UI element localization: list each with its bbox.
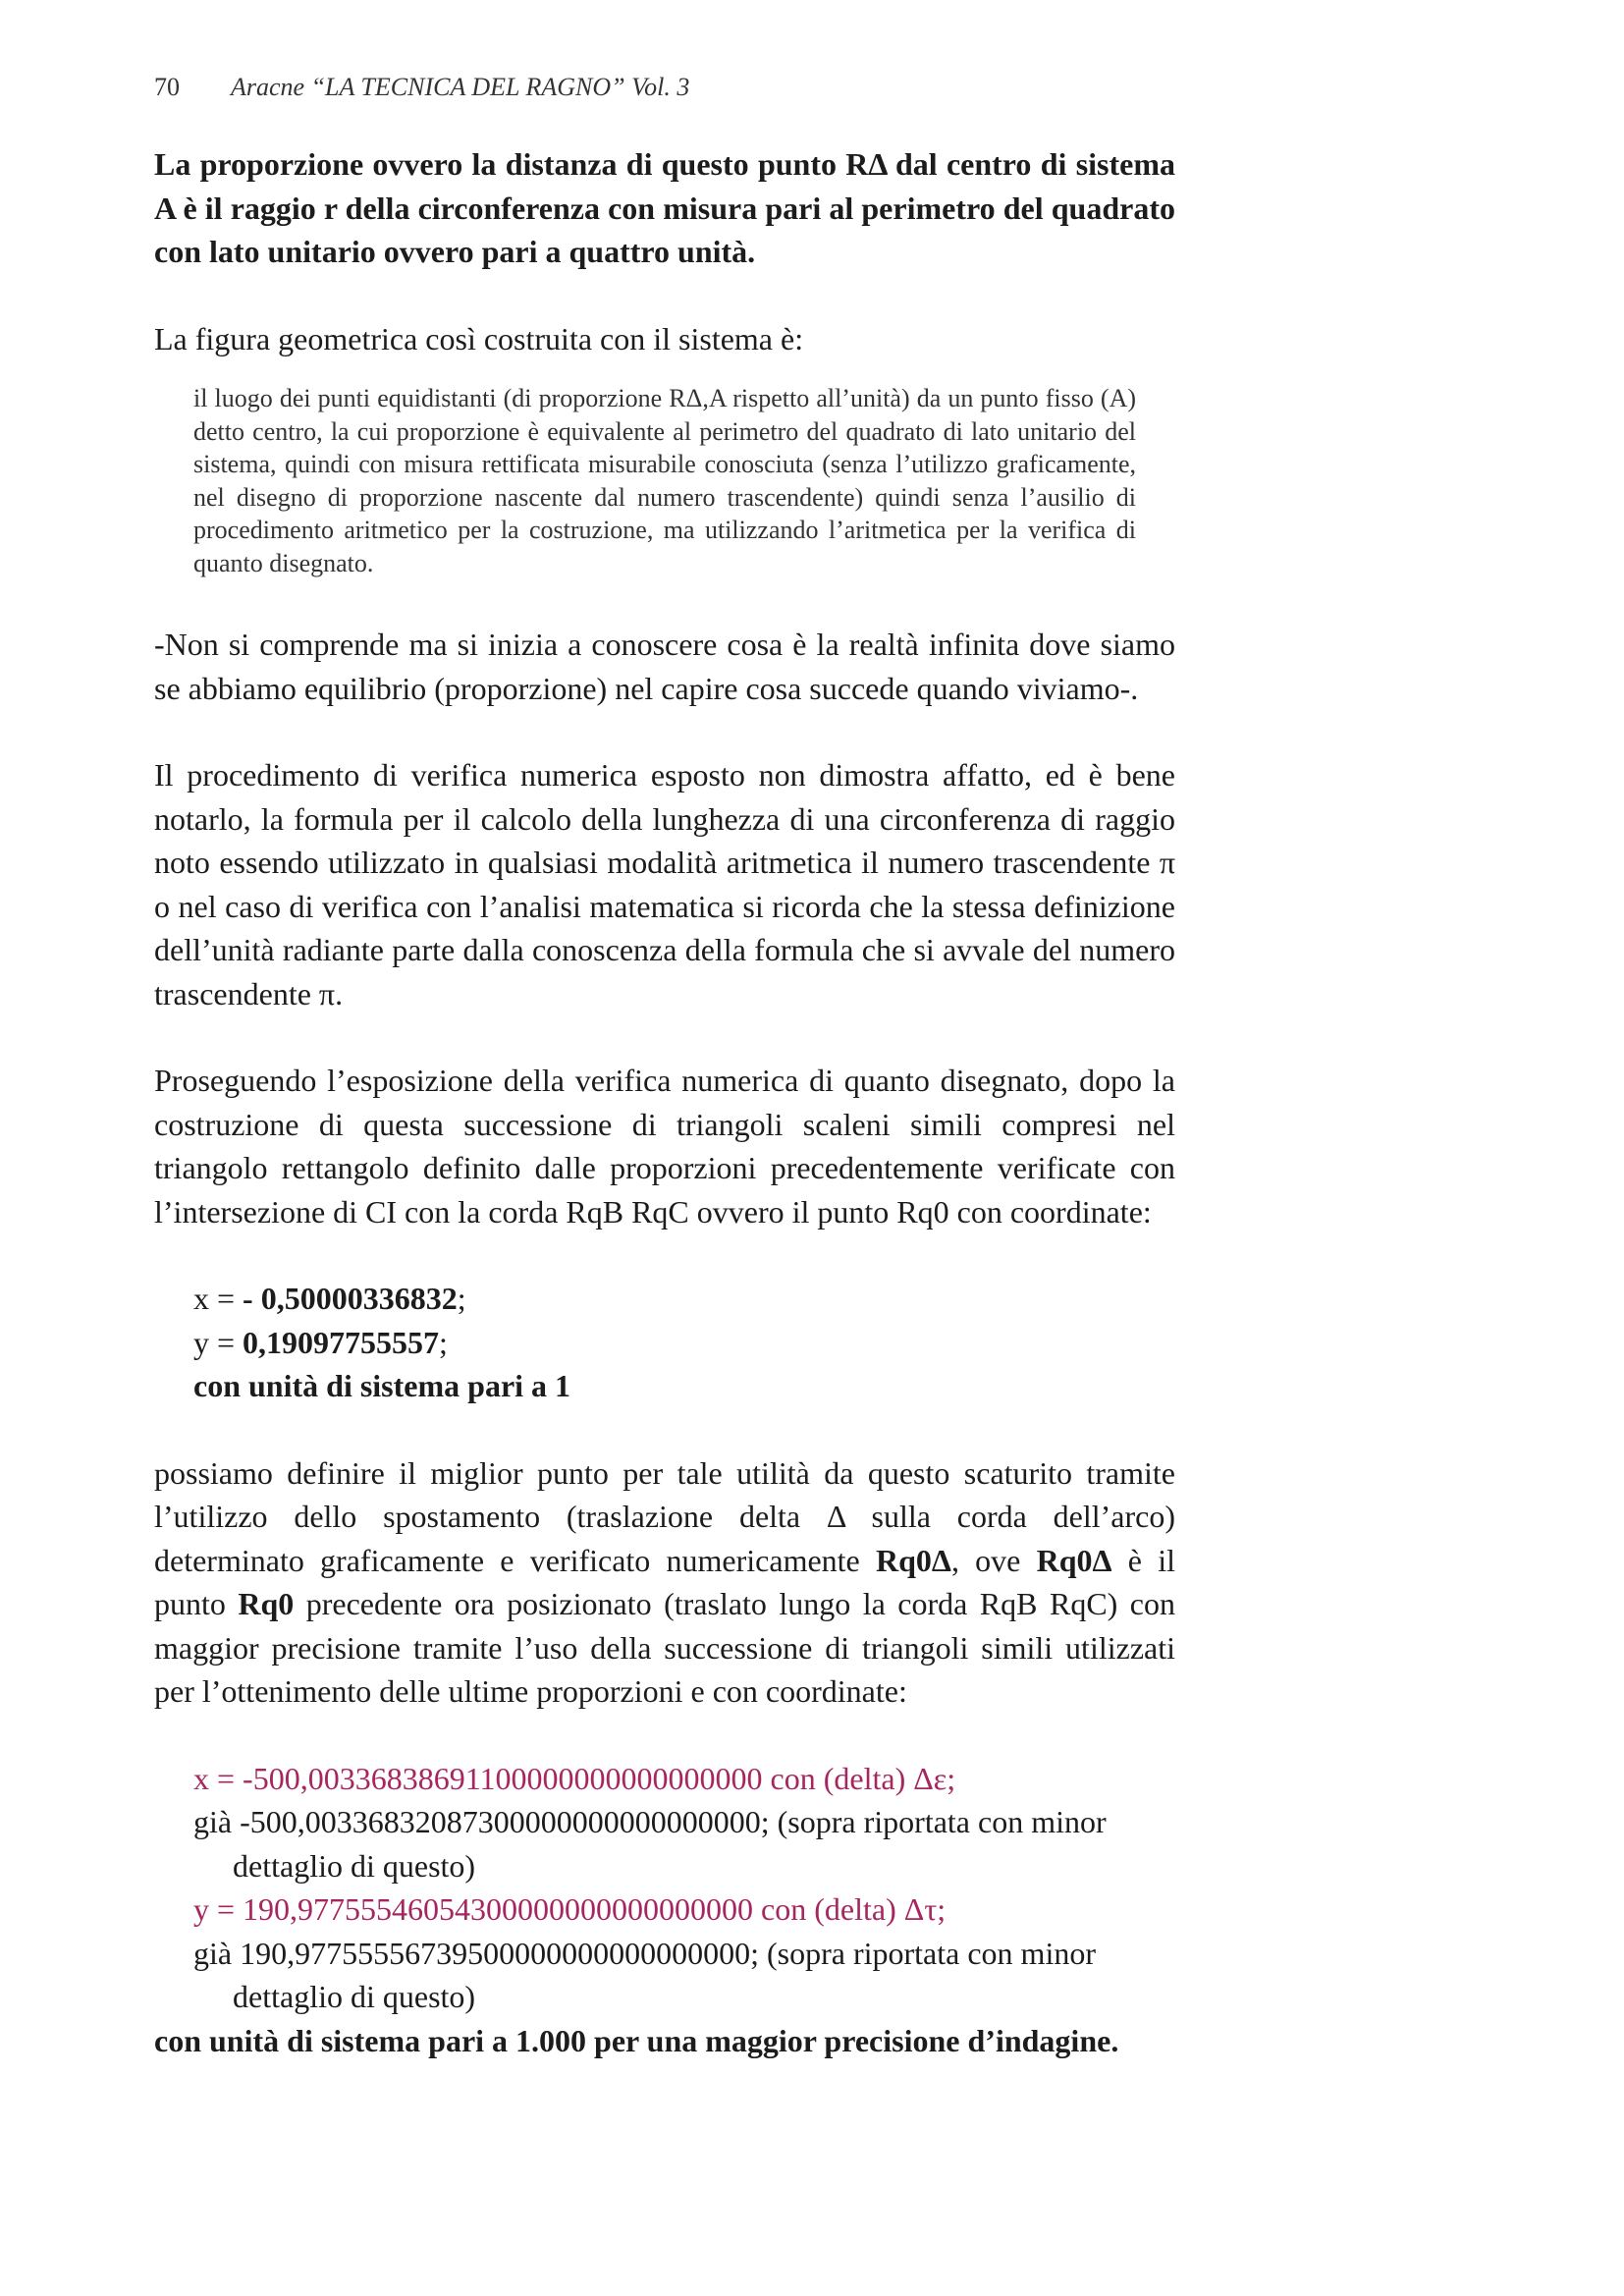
paragraph-continuation: Proseguendo l’esposizione della verifica numerica di quanto disegnato, dopo la costruzione di questa successione di triangoli scaleni simili compresi nel triangolo rettangolo definito dalle proporzioni precedentemente verificate con l’intersezione di CI con la corda RqB RqC ovvero il punto Rq0 con coordinate: — [154, 1063, 1175, 1230]
coordinates-block-unit — [193, 1277, 1175, 1408]
page-body — [154, 142, 1175, 2062]
coordinate-y-value: 0,19097755557 — [243, 1324, 440, 1360]
previous-y-value: già 190,97755556739500000000000000000; (sopra riportata con minor — [193, 1935, 1096, 1971]
precise-y-value: y = 190,97755546054300000000000000000 con (delta) Δτ; — [193, 1891, 947, 1927]
closing-note: con unità di sistema pari a 1.000 per una maggior precisione d’indagine. — [154, 2022, 1119, 2058]
coordinates-block-precise — [193, 1757, 1175, 2019]
page-number: 70 — [154, 73, 180, 101]
definition-quote: il luogo dei punti equidistanti (di proporzione RΔ,A rispetto all’unità) da un punto fisso (A) detto centro, la cui proporzione è equivalente al perimetro del quadrato di lato unitario del sistema, quindi con misura rettificata misurabile conosciuta (senza l’utilizzo graficamente, nel disegno di proporzione nascente dal numero trascendente) quindi senza l’ausilio di procedimento aritmetico per la costruzione, ma utilizzando l’aritmetica per la verifica di quanto disegnato. — [193, 384, 1136, 577]
paragraph-reality: -Non si comprende ma si inizia a conoscere cosa è la realtà infinita dove siamo se abbiamo equilibrio (proporzione) nel capire cosa succede quando viviamo-. — [154, 627, 1175, 706]
point-label: Rq0Δ — [1036, 1542, 1112, 1578]
running-header — [154, 73, 689, 102]
coordinate-y: y = 0,19097755557; — [193, 1324, 448, 1360]
intro-paragraph: La proporzione ovvero la distanza di questo punto RΔ dal centro di sistema A è il raggio r della circonferenza con misura pari al perimetro del quadrato con lato unitario ovvero pari a quattro unità. — [154, 146, 1175, 269]
paragraph-verification: Il procedimento di verifica numerica esposto non dimostra affatto, ed è bene notarlo, la formula per il calcolo della lunghezza di una circonferenza di raggio noto essendo utilizzato in qualsiasi modalità aritmetica il numero trascendente π o nel caso di verifica con l’analisi matematica si ricorda che la stessa definizione dell’unità radiante parte dalla conoscenza della formula che si avvale del numero trascendente π. — [154, 757, 1175, 1011]
coordinate-x-value: - 0,50000336832 — [243, 1281, 458, 1316]
lead-sentence: La figura geometrica così costruita con il sistema è: — [154, 320, 804, 356]
running-title: Aracne “LA TECNICA DEL RAGNO” Vol. 3 — [231, 73, 690, 101]
unit-note: con unità di sistema pari a 1 — [193, 1368, 571, 1403]
previous-x-note: dettaglio di questo) — [233, 1847, 476, 1884]
previous-y-note: dettaglio di questo) — [233, 1979, 476, 2014]
previous-x-value: già -500,00336832087300000000000000000; (sopra riportata con minor — [193, 1804, 1107, 1839]
coordinate-x: x = - 0,50000336832; — [193, 1281, 466, 1316]
precise-x-value: x = -500,00336838691100000000000000000 con (delta) Δε; — [193, 1760, 956, 1796]
paragraph-best-point: possiamo definire il miglior punto per tale utilità da questo scaturito tramite l’utilizzo dello spostamento (traslazione delta Δ sulla corda dell’arco) determinato graficamente e verificato numericamente Rq0Δ, ove Rq0Δ è il punto Rq0 precedente ora posizionato (traslato lungo la corda RqB RqC) con maggior precisione tramite l’uso della successione di triangoli simili utilizzati per l’ottenimento delle ultime proporzioni e con coordinate: — [154, 1454, 1176, 1709]
point-label: Rq0Δ — [875, 1542, 951, 1578]
point-label: Rq0 — [238, 1586, 295, 1621]
